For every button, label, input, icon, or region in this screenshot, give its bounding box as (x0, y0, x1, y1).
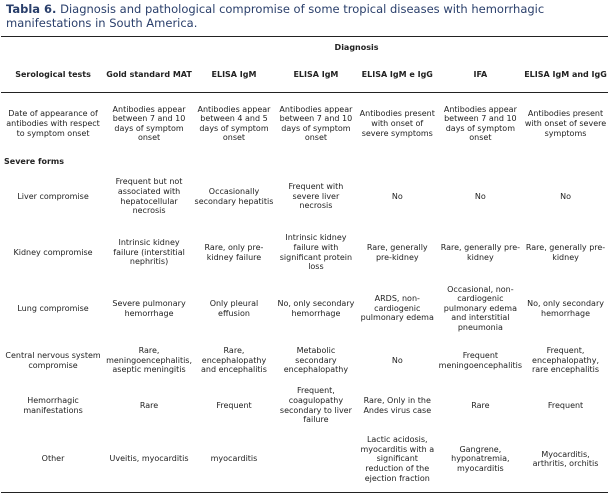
table-cell: Frequent, coagulopathy secondary to liver failure (279, 386, 352, 425)
table-row (1, 337, 608, 385)
table-cell: Only pleural effusion (209, 298, 259, 318)
group-header: Diagnosis (334, 42, 379, 52)
row-label: Central nervous system compromise (5, 350, 101, 370)
column-header: Gold standard MAT (106, 70, 192, 80)
table-cell: Intrinsic kidney failure (interstitial nephritis) (113, 238, 185, 267)
table-cell: Frequent, encephalopathy, rare encephalitis (531, 346, 600, 375)
table-row (1, 225, 608, 281)
table-row (1, 93, 608, 155)
table-cell: Intrinsic kidney failure with significant protein loss (279, 233, 353, 272)
table-cell: Occasional, non-cardiogenic pulmonary edema and interstitial pneumonia (443, 284, 517, 332)
table-cell: Gangrene, hyponatremia, myocarditis (451, 444, 510, 474)
table-row (1, 385, 608, 427)
table-cell: Rare, Only in the Andes virus case (363, 395, 432, 415)
table-cell: No, only secondary hemorrhage (277, 298, 355, 318)
table-cell: Antibodies appear between 7 and 10 days of symptom onset (112, 104, 186, 143)
column-header-row (1, 59, 608, 93)
column-header: Serological tests (15, 70, 91, 80)
table-cell: Rare, meningoencephalitis, aseptic meningitis (106, 346, 193, 375)
table-cell: Antibodies appear between 7 and 10 days of symptom onset (279, 104, 353, 143)
row-label: Hemorrhagic manifestations (23, 395, 83, 415)
table-cell: No (474, 191, 486, 201)
table-cell: Frequent but not associated with hepatocellular necrosis (115, 177, 183, 216)
table-cell: Occasionally secondary hepatitis (194, 186, 274, 206)
table-cell: Frequent (547, 400, 584, 410)
table-cell: Lactic acidosis, myocarditis with a significant reduction of the ejection fraction (360, 435, 435, 483)
table-cell: Myocarditis, arthritis, orchitis (532, 449, 599, 469)
table-cell: Frequent (216, 400, 252, 410)
table-cell (275, 427, 357, 493)
table-cell: myocarditis (210, 454, 258, 464)
table-cell: ARDS, non-cardiogenic pulmonary edema (360, 294, 434, 323)
row-label: Date of appearance of antibodies with respect to symptom onset (6, 109, 100, 138)
table-row (1, 169, 608, 225)
row-label: Other (41, 454, 65, 464)
caption-label: Tabla 6. (6, 2, 57, 16)
table-row (1, 281, 608, 337)
column-header: IFA (473, 70, 488, 80)
table-cell: Frequent with severe liver necrosis (288, 182, 344, 211)
table-cell: Frequent meningoencephalitis (438, 350, 523, 370)
table-cell: Metabolic secondary encephalopathy (283, 346, 349, 375)
diagnosis-table (1, 36, 608, 493)
table-cell: No (391, 355, 403, 365)
table-caption (6, 2, 606, 30)
column-header: ELISA IgM (211, 70, 257, 80)
row-label: Kidney compromise (13, 247, 93, 257)
column-header: ELISA IgM and IgG (524, 70, 607, 80)
table-cell: Antibodies appear between 4 and 5 days of symptom onset (197, 104, 271, 143)
table-cell: No, only secondary hemorrhage (527, 298, 604, 318)
table-cell: Rare (471, 400, 490, 410)
table-cell: Severe pulmonary hemorrhage (112, 298, 186, 318)
section-title: Severe forms (4, 156, 65, 166)
table-cell: Antibodies appear between 7 and 10 days of symptom onset (443, 104, 517, 143)
table-cell: No (391, 191, 403, 201)
table-cell: Rare, generally pre-kidney (440, 242, 521, 262)
column-header: ELISA IgM (293, 70, 339, 80)
row-label: Liver compromise (17, 191, 89, 201)
table-cell: Rare (139, 400, 159, 410)
table-cell: Rare, generally pre-kidney (525, 242, 606, 262)
caption-text: Diagnosis and pathological compromise of some tropical diseases with hemorrhagic manifestations in South America. (6, 2, 545, 30)
column-header: ELISA IgM e IgG (361, 70, 433, 80)
table-cell: Rare, only pre-kidney failure (204, 242, 264, 262)
table-cell: No (560, 191, 571, 201)
table-cell: Antibodies present with onset of severe symptoms (524, 109, 607, 138)
table-cell: Rare, encephalopathy and encephalitis (201, 346, 267, 375)
table-cell: Antibodies present with onset of severe symptoms (359, 109, 435, 138)
table-cell: Uveitis, myocarditis (109, 454, 189, 464)
table-cell: Rare, generally pre-kidney (366, 242, 428, 262)
row-label: Lung compromise (17, 303, 89, 313)
table-row (1, 427, 608, 493)
